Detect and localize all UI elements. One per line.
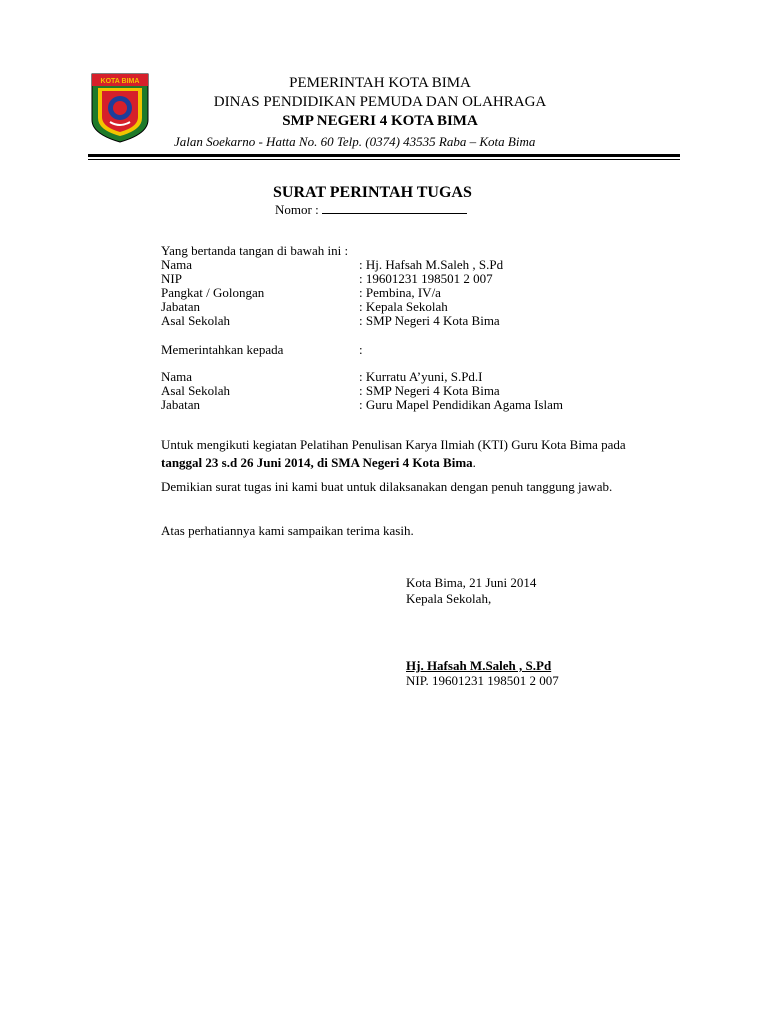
purpose-end: . (472, 455, 476, 470)
purpose-date-venue: tanggal 23 s.d 26 Juni 2014, di SMA Negeri 4 Kota Bima (161, 455, 473, 470)
letterhead-address: Jalan Soekarno - Hatta No. 60 Telp. (0374) 43535 Raba – Kota Bima (174, 134, 536, 149)
letterhead-divider-thin (88, 159, 680, 160)
letter-number (275, 202, 467, 218)
assignee-value: : Guru Mapel Pendidikan Agama Islam (359, 397, 563, 412)
signature-nip: NIP. 19601231 198501 2 007 (406, 673, 559, 688)
assignee-label: Asal Sekolah (161, 383, 230, 398)
signer-value: : 19601231 198501 2 007 (359, 271, 493, 286)
signer-label: Jabatan (161, 299, 200, 314)
signer-value: : Pembina, IV/a (359, 285, 441, 300)
signer-intro: Yang bertanda tangan di bawah ini : (161, 243, 349, 258)
signer-value: : Kepala Sekolah (359, 299, 448, 314)
signer-label: Pangkat / Golongan (161, 285, 265, 300)
instruct-label: Memerintahkan kepada (161, 342, 284, 357)
signature-place-date: Kota Bima, 21 Juni 2014 (406, 575, 537, 590)
letterhead-department: DINAS PENDIDIKAN PEMUDA DAN OLAHRAGA (213, 94, 547, 110)
letter-number-blank (322, 202, 467, 214)
purpose-text: Untuk mengikuti kegiatan Pelatihan Penulisan Karya Ilmiah (KTI) Guru Kota Bima pada (161, 437, 626, 452)
signer-label: Nama (161, 257, 193, 272)
signature-position: Kepala Sekolah, (406, 591, 492, 606)
body-paragraph-purpose (161, 436, 651, 472)
logo-text: KOTA BIMA (100, 78, 140, 85)
signer-value: : SMP Negeri 4 Kota Bima (359, 313, 500, 328)
signer-label: Asal Sekolah (161, 313, 230, 328)
signer-value: : Hj. Hafsah M.Saleh , S.Pd (359, 257, 504, 272)
signer-label: NIP (161, 271, 182, 286)
assignee-value: : SMP Negeri 4 Kota Bima (359, 383, 500, 398)
letter-title: SURAT PERINTAH TUGAS (273, 184, 472, 201)
signature-name: Hj. Hafsah M.Saleh , S.Pd (406, 658, 552, 673)
letterhead-school: SMP NEGERI 4 KOTA BIMA (282, 113, 478, 129)
letterhead-government: PEMERINTAH KOTA BIMA (289, 75, 471, 91)
letterhead-divider-thick (88, 154, 680, 157)
assignee-label: Nama (161, 369, 193, 384)
kota-bima-emblem-logo (90, 72, 150, 144)
body-paragraph-thanks: Atas perhatiannya kami sampaikan terima kasih. (161, 523, 414, 538)
assignee-value: : Kurratu A’yuni, S.Pd.I (359, 369, 483, 384)
assignee-label: Jabatan (161, 397, 200, 412)
body-paragraph-closing: Demikian surat tugas ini kami buat untuk dilaksanakan dengan penuh tanggung jawab. (161, 479, 613, 494)
instruct-colon: : (359, 342, 363, 357)
letter-number-label: Nomor : (275, 202, 319, 217)
